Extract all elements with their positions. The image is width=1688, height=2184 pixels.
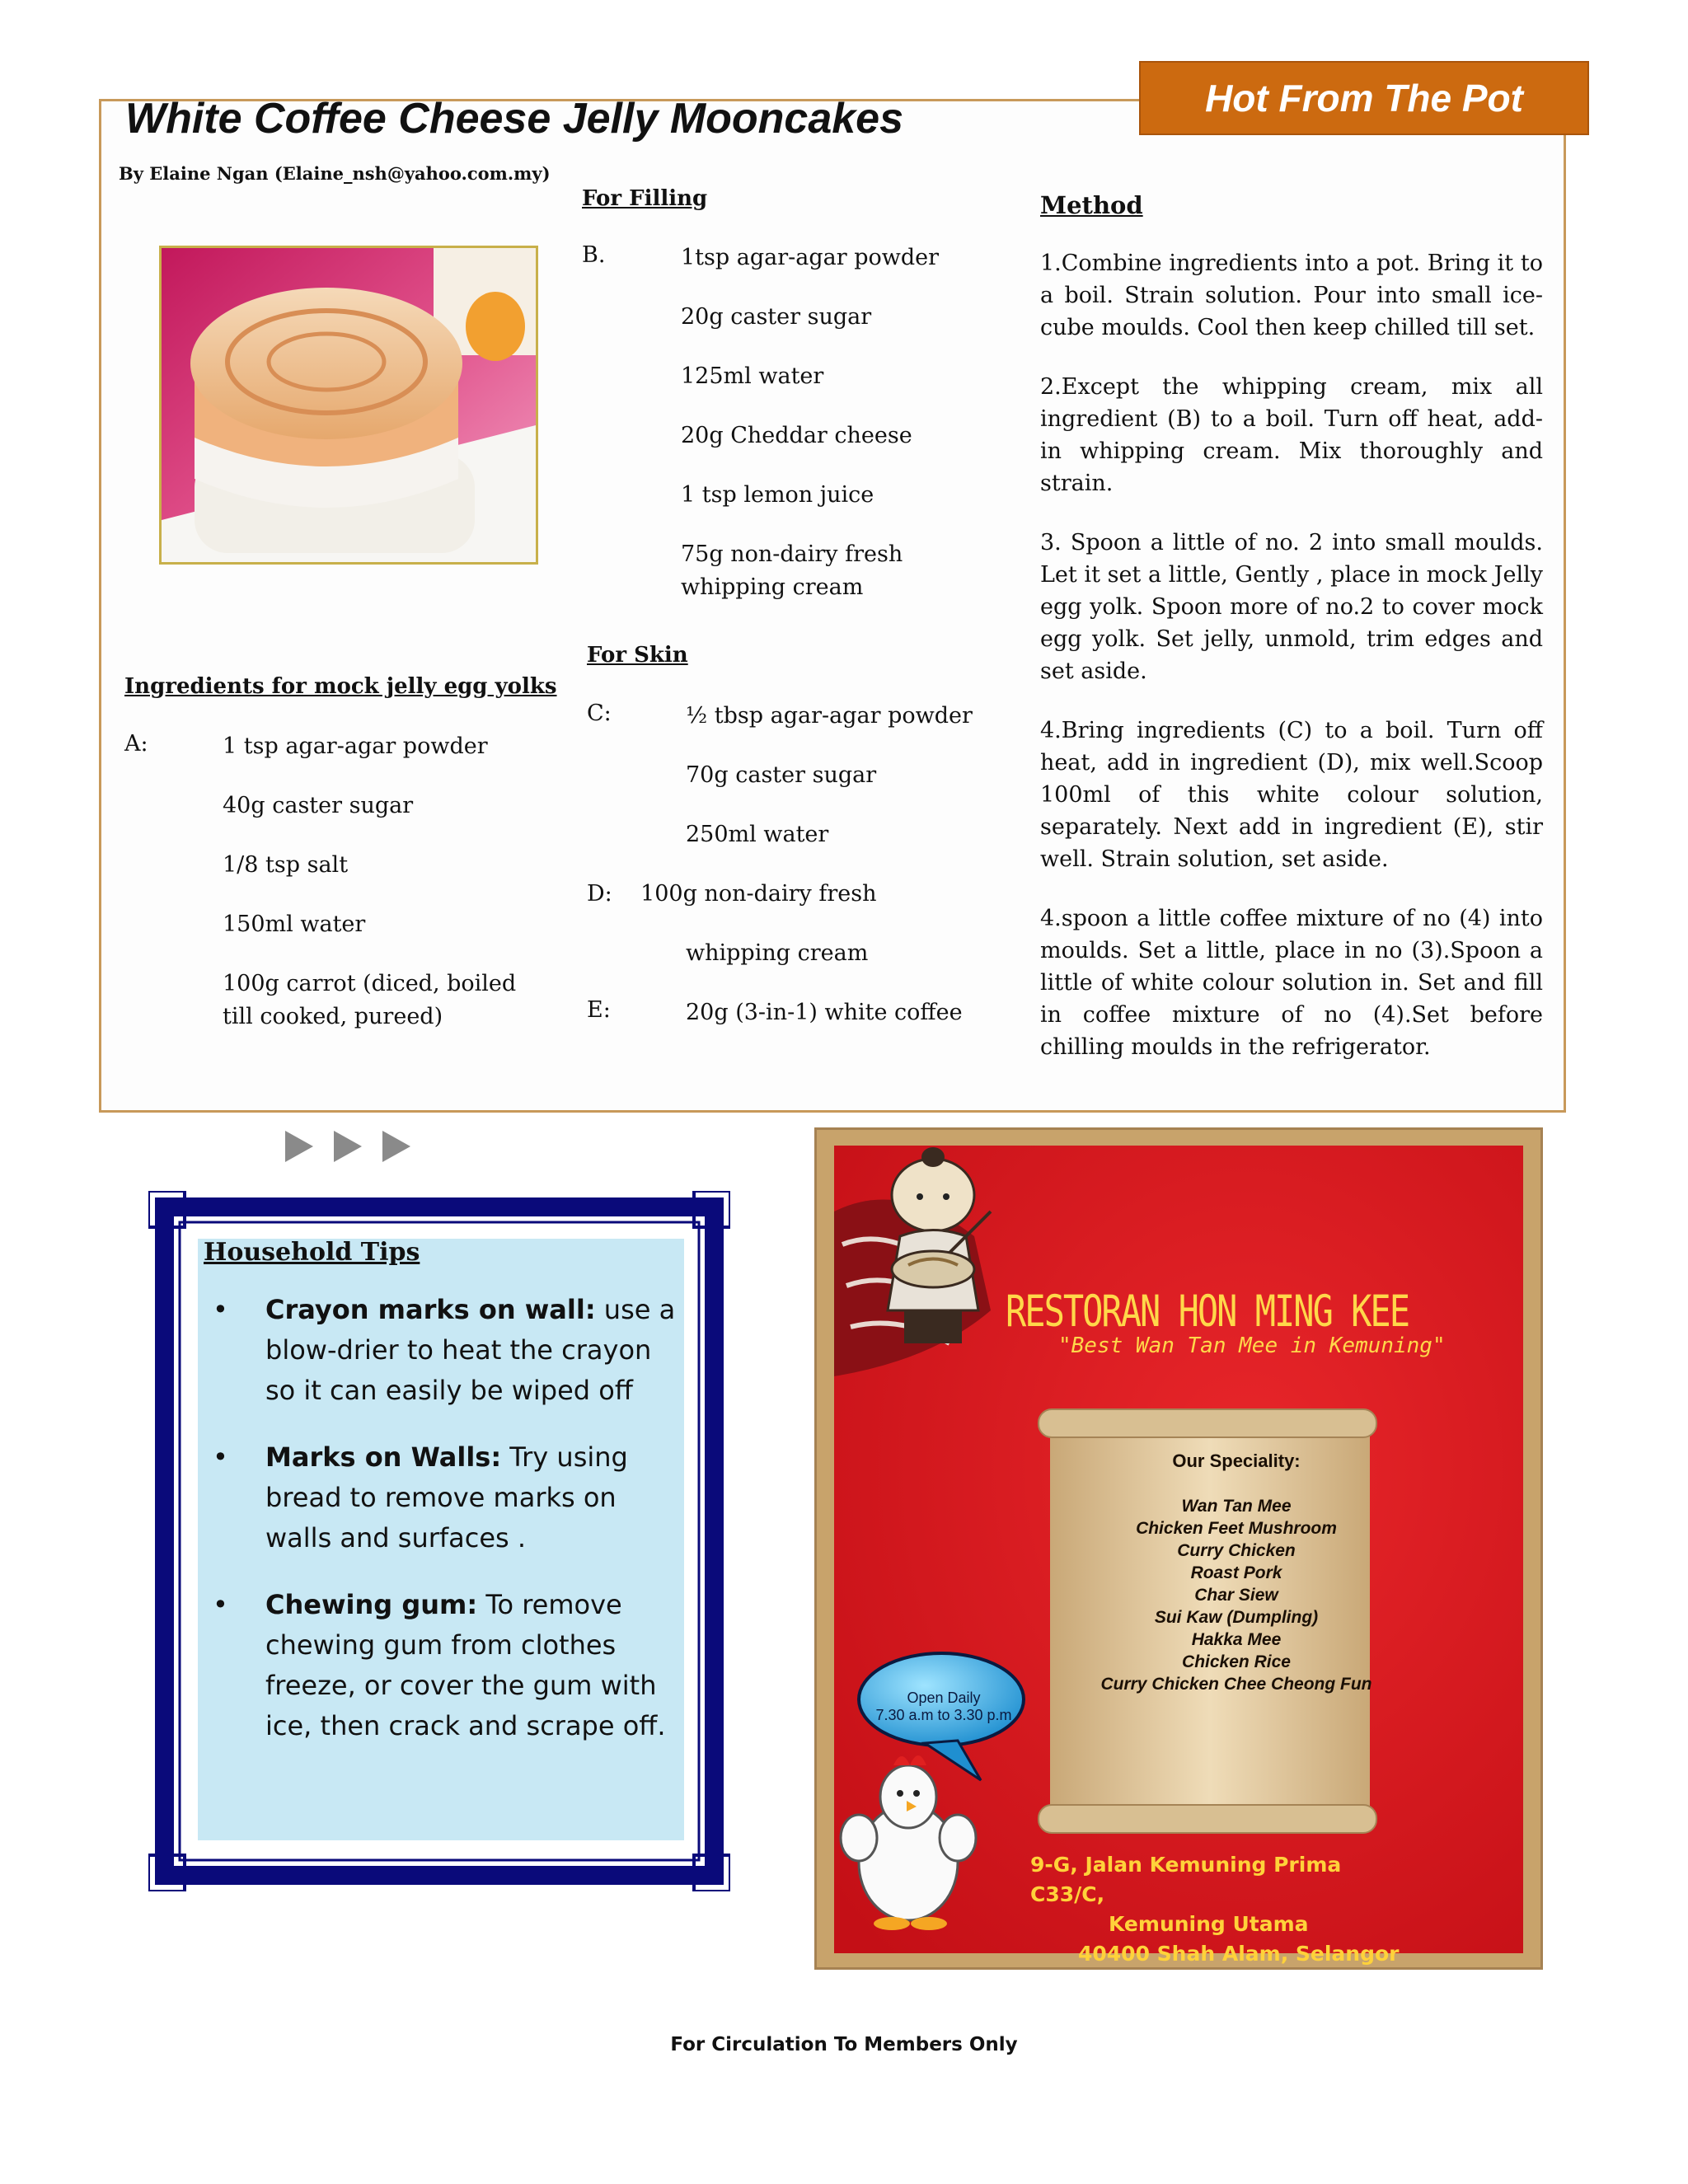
yolk-item: 1 tsp agar-agar powder xyxy=(223,733,488,759)
method-step: 3. Spoon a little of no. 2 into small moulds. Let it set a little, Gently , place in mock Jelly egg yolk. Spoon more of no.2 to cover mock egg yolk. Set jelly, unmold, trim edges and set aside. xyxy=(1040,530,1543,684)
yolk-item: 1/8 tsp salt xyxy=(223,852,349,878)
speciality-panel xyxy=(1055,1451,1418,1695)
filling-item: 125ml water xyxy=(681,363,824,389)
filling-heading: For Filling xyxy=(582,186,708,211)
speciality-item: Chicken Rice xyxy=(1182,1652,1291,1671)
method-heading: Method xyxy=(1040,191,1143,219)
recipe-title: White Coffee Cheese Jelly Mooncakes xyxy=(125,95,904,143)
ingredient-letter-a: A: xyxy=(124,731,148,757)
skin-item: 70g caster sugar xyxy=(686,762,877,788)
speciality-title: Our Speciality: xyxy=(1172,1451,1301,1471)
address-line: 9-G, Jalan Kemuning Prima C33/C, xyxy=(1030,1853,1342,1906)
restaurant-address xyxy=(1030,1850,1418,1969)
ingredient-letter-e: E: xyxy=(587,997,611,1023)
address-line: 40400 Shah Alam, Selangor xyxy=(1078,1942,1400,1966)
speciality-item: Curry Chicken Chee Cheong Fun xyxy=(1100,1675,1372,1694)
method-steps xyxy=(1040,247,1543,1090)
restaurant-slogan: "Best Wan Tan Mee in Kemuning" xyxy=(1058,1333,1446,1358)
filling-item: 1tsp agar-agar powder xyxy=(681,245,940,270)
opening-hours xyxy=(865,1690,1022,1724)
section-banner: Hot From The Pot xyxy=(1139,61,1589,135)
method-step: 4.spoon a little coffee mixture of no (4) into moulds. Set a little, place in no (3).Spoon a little of white colour solution in. Set and fill in coffee mixture of no (4).Set before chilling moulds in the refrigerator. xyxy=(1040,906,1543,1060)
skin-item: 250ml water xyxy=(686,822,829,847)
filling-item: 20g Cheddar cheese xyxy=(681,423,912,448)
speciality-list xyxy=(1055,1495,1418,1695)
ingredient-letter-b: B. xyxy=(582,242,606,268)
skin-item-d-cont: whipping cream xyxy=(686,940,869,966)
speciality-item: Roast Pork xyxy=(1190,1563,1282,1582)
yolk-item: 150ml water xyxy=(223,912,366,937)
skin-heading: For Skin xyxy=(587,643,688,668)
opening-days: Open Daily xyxy=(907,1690,981,1706)
speciality-item: Char Siew xyxy=(1194,1586,1278,1605)
page-footer: For Circulation To Members Only xyxy=(670,2034,1018,2055)
address-line: Kemuning Utama xyxy=(1109,1912,1309,1936)
method-step: 2.Except the whipping cream, mix all ingredient (B) to a boil. Turn off heat, add-in whipping cream. Mix thoroughly and strain. xyxy=(1040,374,1543,496)
tip-text: To remove chewing gum from clothes freeze, or cover the gum with ice, then crack and scrape off. xyxy=(265,1589,666,1741)
speciality-item: Curry Chicken xyxy=(1177,1541,1296,1560)
filling-item: 1 tsp lemon juice xyxy=(681,482,874,508)
restaurant-name: RESTORAN HON MING KEE xyxy=(1006,1286,1409,1337)
yolk-item: 100g carrot (diced, boiled till cooked, pureed) xyxy=(223,971,517,1029)
author-byline: By Elaine Ngan (Elaine_nsh@yahoo.com.my) xyxy=(119,163,551,184)
tip-text: Try using bread to remove marks on walls and surfaces . xyxy=(265,1441,628,1554)
speciality-item: Chicken Feet Mushroom xyxy=(1136,1519,1337,1538)
mooncake-illustration xyxy=(162,248,536,562)
tip-item xyxy=(208,1585,678,1746)
skin-item-d: D: 100g non-dairy fresh xyxy=(587,881,877,907)
tip-title: Marks on Walls: xyxy=(265,1441,502,1473)
ingredient-letter-c: C: xyxy=(587,701,612,726)
tip-text: use a blow-drier to heat the crayon so it can easily be wiped off xyxy=(265,1294,676,1406)
filling-item: 20g caster sugar xyxy=(681,304,872,330)
tips-heading: Household Tips xyxy=(204,1238,420,1267)
method-step: 4.Bring ingredients (C) to a boil. Turn off heat, add in ingredient (D), mix well.Scoop 100ml of this white colour solution, separately. Next add in ingredient (E), stir well. Strain solution, set aside. xyxy=(1040,718,1543,872)
mooncake-photo xyxy=(159,246,538,565)
arrow-right-icon xyxy=(334,1131,362,1162)
method-step: 1.Combine ingredients into a pot. Bring it to a boil. Strain solution. Pour into small ice-cube moulds. Cool then keep chilled till set. xyxy=(1040,251,1543,340)
arrow-right-icon xyxy=(285,1131,313,1162)
filling-item: 75g non-dairy fresh whipping cream xyxy=(681,541,903,600)
skin-item: ½ tbsp agar-agar powder xyxy=(686,703,973,729)
speciality-item: Wan Tan Mee xyxy=(1181,1497,1292,1516)
yolk-item: 40g caster sugar xyxy=(223,793,414,818)
speciality-item: Hakka Mee xyxy=(1191,1630,1282,1649)
opening-times: 7.30 a.m to 3.30 p.m xyxy=(875,1707,1012,1723)
skin-item-e: 20g (3-in-1) white coffee xyxy=(686,1000,963,1025)
tip-title: Crayon marks on wall: xyxy=(265,1294,596,1325)
arrow-right-icon xyxy=(382,1131,410,1162)
speciality-item: Sui Kaw (Dumpling) xyxy=(1154,1608,1319,1627)
tip-item xyxy=(208,1437,678,1558)
tips-list xyxy=(208,1290,678,1773)
tip-title: Chewing gum: xyxy=(265,1589,478,1620)
yolk-heading: Ingredients for mock jelly egg yolks xyxy=(124,674,557,699)
tip-item xyxy=(208,1290,678,1411)
